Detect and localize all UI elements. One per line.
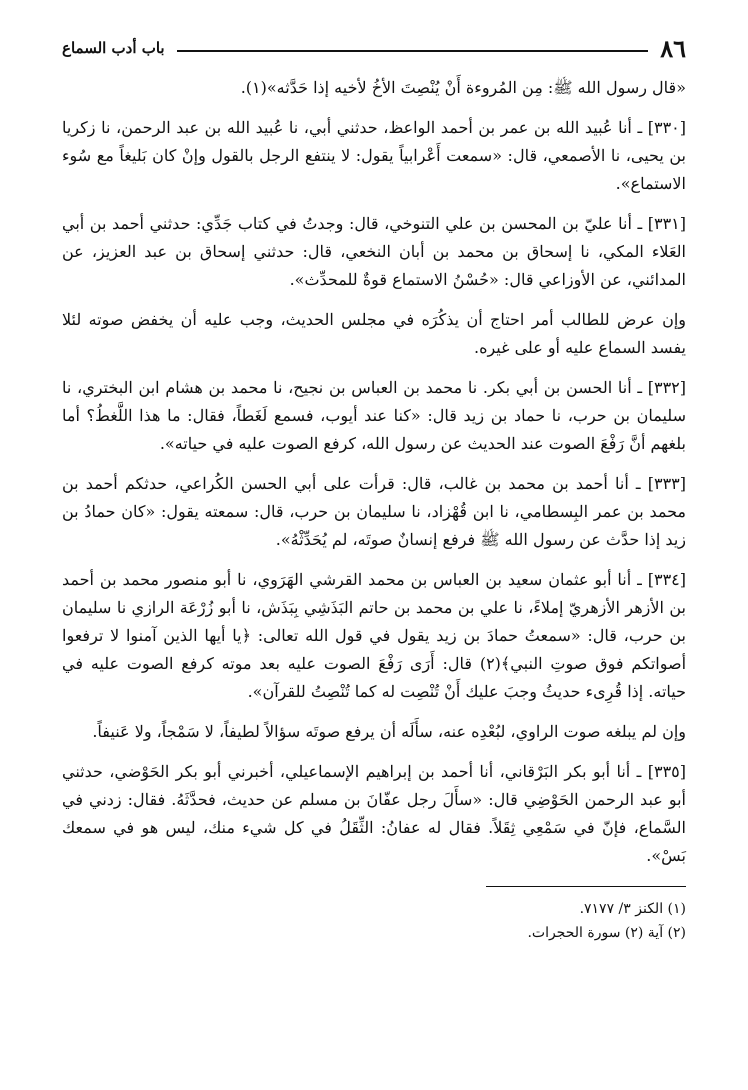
chapter-title: باب أدب السماع [62, 39, 165, 57]
header-rule [177, 50, 649, 52]
footnotes [62, 897, 686, 945]
paragraph: وإن عرض للطالب أمر احتاج أن يذكُرَه في مجلس الحديث، وجب عليه أن يخفض صوته لئلا يفسد السماع عليه أو على غيره. [62, 310, 687, 357]
page-header [62, 28, 686, 68]
paragraph: [٣٣٣] ـ أنا أحمد بن محمد بن غالب، قال: قرأت على أبي الحسن الكُراعي، حدثكم أحمد بن محمد بن عمر البِسطامي، نا ابن قُهْزاد، نا سليمان بن حرب، قال: سمعته يقول: «كان حمادُ بن زيد إذا حدَّث عن رسول الله ﷺ فرفع إنسانٌ صوتَه، لم يُحَدِّثْهُ». [62, 474, 686, 549]
paragraph: [٣٣٥] ـ أنا أبو بكر البَرْقاني، أنا أحمد بن إبراهيم الإسماعيلي، أخبرني أبو بكر الحَوْضي، حدثني أبو عبد الرحمن الحَوْضِي قال: «سأَلَ رجل عفّانَ بن مسلم عن حديث، فحدَّثَهُ. فقال: زدني في السَّماع، فإنّ في سَمْعِي ثِقَلاً. فقال له عفانُ: الثِّقَلُ في كل شيء منك، ليس هو في سمعك بَسْ». [62, 762, 686, 865]
paragraph: «قال رسول الله ﷺ: مِن المُروءة أَنْ يُنْصِتَ الأخُ لأخيه إذا حَدَّثه»(١). [240, 78, 686, 97]
paragraph: [٣٣٠] ـ أنا عُبيد الله بن عمر بن أحمد الواعظ، حدثني أبي، نا عُبيد الله بن عبد الرحمن، نا زكريا بن يحيى، نا الأصمعي، قال: «سمعت أَعْرابياً يقول: لا ينتفع الرجل بالقول وإنْ كان بَليغاً مع سُوء الاستماع». [62, 118, 686, 193]
paragraph: [٣٣١] ـ أنا عليّ بن المحسن بن علي التنوخي، قال: وجدتُ في كتاب جَدِّي: حدثني أحمد بن أبي العَلاء المكي، نا إسحاق بن محمد بن أبان النخعي، قال: حدثني إسحاق بن عبد العزيز، عن المدائني، عن الأوزاعي قال: «حُسْنُ الاستماع قوةٌ للمحدِّث». [62, 214, 686, 289]
page-number: ٨٦ [660, 33, 686, 63]
body-text [62, 74, 686, 870]
paragraph: وإن لم يبلغه صوت الراوي، لبُعْدِه عنه، سأَلَه أن يرفع صوتَه سؤالاً لطيفاً، لا سَمْجاً، ولا عَنيفاً. [92, 722, 686, 741]
footnote-separator [486, 886, 686, 887]
footnote: (١) الكنز ٣/ ٧١٧٧. [579, 901, 686, 917]
footnote: (٢) آية (٢) سورة الحجرات. [527, 925, 686, 941]
paragraph: [٣٣٢] ـ أنا الحسن بن أبي بكر. نا محمد بن العباس بن نجيح، نا محمد بن هشام ابن البختري، نا سليمان بن حرب، نا حماد بن زيد قال: «كنا عند أيوب، فسمع لَغَطاً، فقال: ما هذا اللَّغطُ؟ أما بلغهم أنَّ رَفْعَ الصوت عند الحديث عن رسول الله، كرفع الصوت عليه في حياته». [62, 378, 686, 453]
paragraph: [٣٣٤] ـ أنا أبو عثمان سعيد بن العباس بن محمد القرشي الهَرَوي، نا أبو منصور محمد بن أحمد بن الأزهر الأزهريّ إملاءً، نا علي بن محمد بن حاتم البَذَشِي بِبَذَش، نا أبو زُرْعَة الرازي نا سليمان بن حرب، قال: «سمعتُ حمادَ بن زيد يقول في قول الله تعالى: ﴿يا أيها الذين آمنوا لا ترفعوا أصواتكم فوق صوتِ النبي﴾(٢) قال: أَرَى رَفْعَ الصوت عليه بعد موته كرفع الصوت عليه في حياته. إذا قُرِىء حديثُ وجبَ عليك أَنْ تُنْصِت له كما تُنْصِتُ للقرآن». [62, 570, 687, 701]
